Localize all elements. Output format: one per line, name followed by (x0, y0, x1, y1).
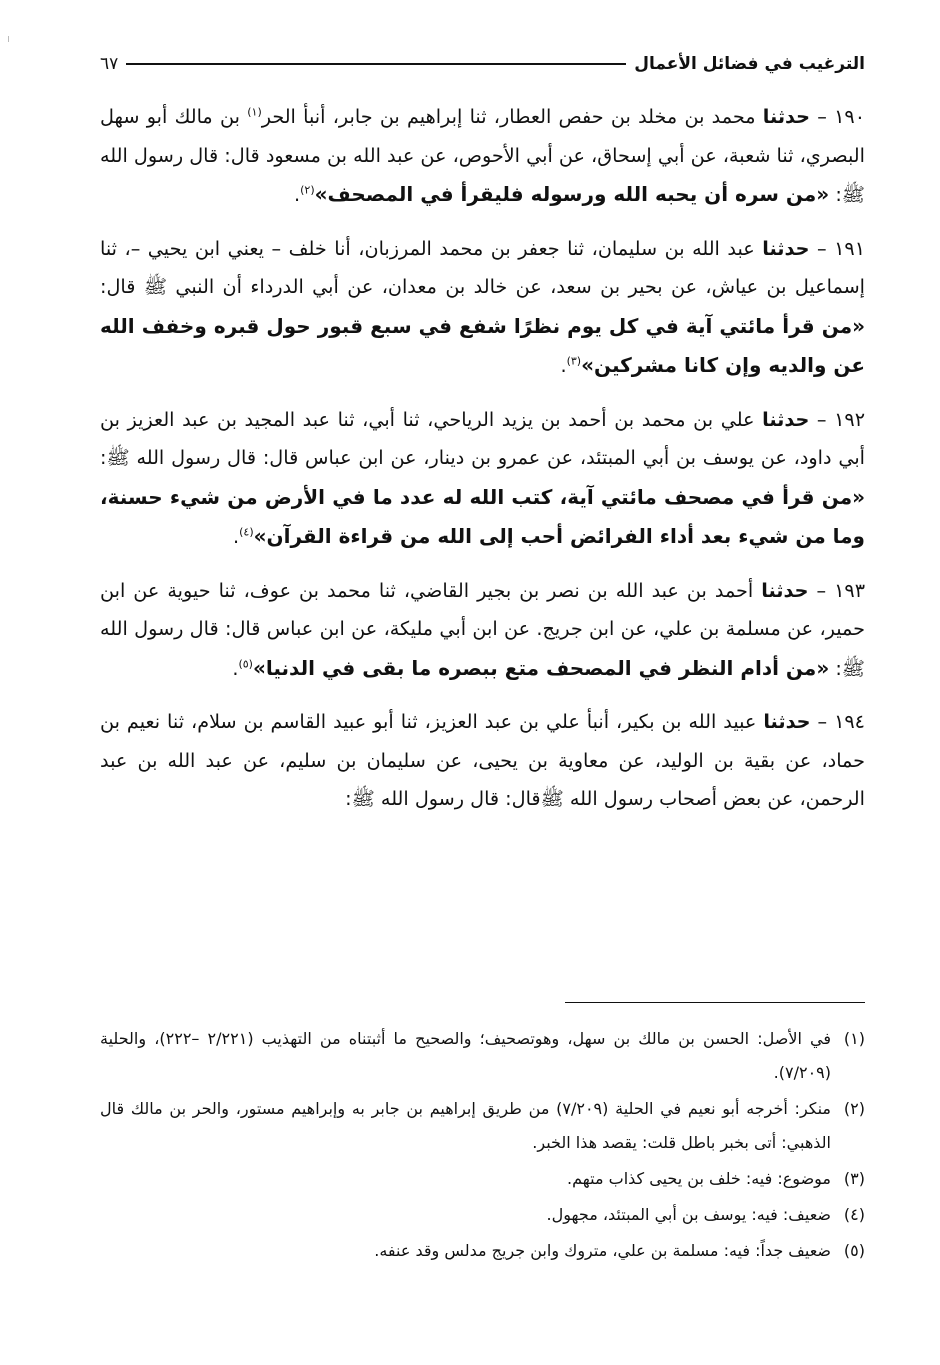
matn-text: «من قرأ مائتي آية في كل يوم نظرًا شفع في سبع قبور حول قبره وخفف الله عن والديه وإن كانا مشركين» (100, 313, 865, 377)
header-title: الترغيب في فضائل الأعمال (634, 54, 865, 74)
footnote-separator (565, 1002, 865, 1003)
hadith-192 (100, 401, 865, 557)
footnotes-section (100, 1022, 865, 1270)
footnote-text: في الأصل: الحسن بن مالك بن سهل، وهوتصحيف؛ والصحيح ما أثبتناه من التهذيب (٢/٢٢١ –٢٢٢)، والحلية (٧/٢٠٩). (100, 1029, 832, 1082)
hadith-number: ١٩٠ (834, 105, 866, 128)
hadith-number: ١٩٣ (834, 578, 865, 602)
matn-text: «من أدام النظر في المصحف متع ببصره ما بقى في الدنيا» (252, 655, 830, 680)
isnad-text: محمد بن مخلد بن حفص العطار، ثنا إبراهيم بن جابر، أنبأ الحر (261, 105, 756, 128)
footnote-text: موضوع: فيه: خلف بن يحيى كذاب متهم. (567, 1169, 831, 1188)
footnote-3 (100, 1162, 865, 1196)
sentence-end: . (232, 525, 240, 548)
footnote-text: ضعيف جداً: فيه: مسلمة بن علي، متروك وابن جريج مدلس وقد عنفه. (374, 1241, 831, 1260)
haddathana-word: حدثنا (761, 578, 809, 602)
footnote-2 (100, 1092, 865, 1160)
haddathana-word: حدثنا (762, 105, 810, 128)
hadith-193 (100, 572, 865, 689)
footnote-ref[interactable]: (٤) (239, 525, 254, 539)
footnote-mark: (١) (843, 1029, 866, 1048)
footnote-mark: (٤) (843, 1205, 865, 1224)
hadith-number: ١٩٤ (834, 710, 865, 733)
running-header (100, 48, 865, 80)
scan-margin-mark (8, 36, 9, 42)
matn-text: «من قرأ في مصحف مائتي آية، كتب الله له عدد ما في الأرض من شيء حسنة، وما من شيء بعد أداء الفرائض أحب إلى الله من قراءة القرآن» (100, 484, 865, 548)
haddathana-word: حدثنا (763, 710, 811, 733)
footnote-4 (100, 1198, 865, 1232)
page-number: ٦٧ (100, 54, 119, 74)
hadith-dash: – (816, 236, 827, 260)
matn-text: «من سره أن يحبه الله ورسوله فليقرأ في المصحف» (314, 182, 830, 206)
footnote-5 (100, 1234, 865, 1268)
hadith-dash: – (817, 105, 827, 128)
sentence-end: . (232, 656, 239, 680)
hadith-dash: – (816, 407, 827, 431)
hadith-number: ١٩٢ (834, 407, 866, 431)
isnad-text: أحمد بن عبد الله بن نصر بن بجير القاضي، ثنا محمد بن عوف، ثنا حيوية عن ابن حمير، عن مسلمة بن علي، عن ابن جريج. عن ابن أبي مليكة، عن ابن عباس قال: قال رسول الله ﷺ: (100, 578, 865, 680)
footnote-text: منكر: أخرجه أبو نعيم في الحلية (٧/٢٠٩) من طريق إبراهيم بن جابر به وإبراهيم مستور، والحر بن مالك قال الذهبي: أتى بخبر باطل قلت: يقصد هذا الخبر. (100, 1099, 832, 1152)
isnad-text: علي بن محمد بن أحمد بن يزيد الرياحي، ثنا أبي، ثنا عبد المجيد بن عبد العزيز بن أبي داود، عن يوسف بن أبي المبتئد، عن عمرو بن دينار، عن ابن عباس قال: قال رسول الله ﷺ: (100, 407, 865, 469)
sentence-end: . (294, 183, 301, 206)
footnote-mark: (٣) (843, 1169, 865, 1188)
hadith-190 (100, 98, 865, 215)
haddathana-word: حدثنا (762, 407, 810, 431)
footnote-ref[interactable]: (١) (247, 105, 262, 119)
footnote-ref[interactable]: (٥) (238, 657, 253, 671)
isnad-text: عبد الله بن سليمان، ثنا جعفر بن محمد المرزبان، أنا خلف – يعني ابن يحيي –، ثنا إسماعيل بن عياش، عن بحير بن سعد، عن خالد بن معدان، عن أبي الدرداء أن النبي ﷺ قال: (100, 236, 865, 298)
hadith-191 (100, 230, 865, 386)
footnote-mark: (٥) (843, 1241, 865, 1260)
hadith-dash: – (816, 578, 827, 602)
footnote-text: ضعيف: فيه: يوسف بن أبي المبتئد، مجهول. (546, 1205, 831, 1224)
header-rule (126, 63, 626, 65)
isnad-text: عبيد الله بن بكير، أنبأ علي بن عبد العزيز، ثنا أبو عبيد القاسم بن سلام، ثنا نعيم بن حماد، عن بقية بن الوليد، عن معاوية بن يحيى، عن سليمان بن سليم، عن عبد الله بن عبد الرحمن، عن بعض أصحاب رسول الله ﷺقال: قال رسول الله ﷺ: (100, 710, 865, 810)
haddathana-word: حدثنا (762, 236, 810, 260)
isnad-text: بن مالك أبو سهل البصري، ثنا شعبة، عن أبي إسحاق، عن أبي الأحوص، عن عبد الله بن مسعود قال: قال رسول الله ﷺ: (100, 105, 865, 206)
footnote-1 (100, 1022, 865, 1090)
hadith-number: ١٩١ (834, 236, 865, 260)
hadith-dash: – (817, 710, 828, 733)
hadith-194 (100, 703, 865, 819)
footnote-ref[interactable]: (٣) (566, 354, 582, 368)
sentence-end: . (560, 354, 567, 377)
footnote-mark: (٢) (843, 1099, 866, 1118)
footnote-ref[interactable]: (٢) (300, 183, 315, 197)
